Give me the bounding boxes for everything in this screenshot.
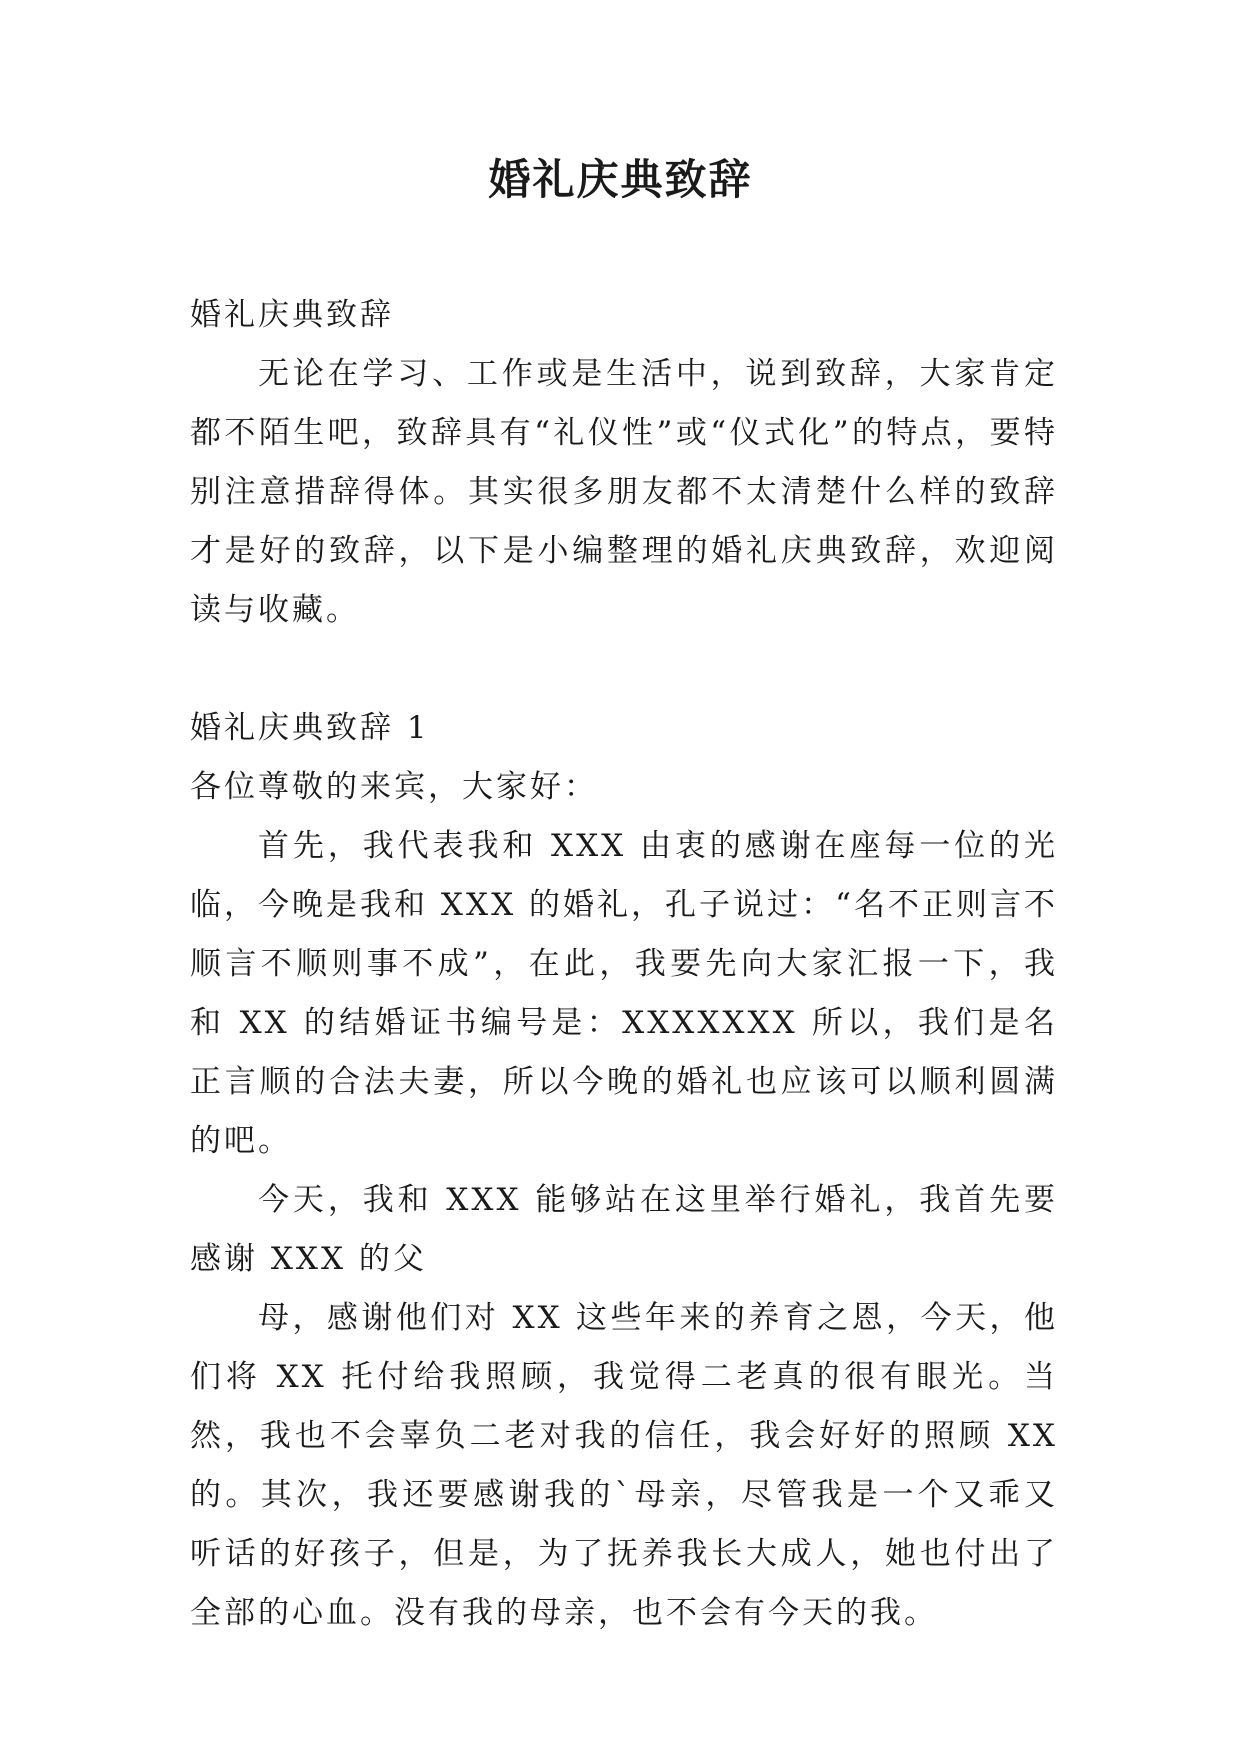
speech-paragraph: 首先，我代表我和 XXX 由衷的感谢在座每一位的光临，今晚是我和 XXX 的婚礼，孔子说过：“名不正则言不顺言不顺则事不成”，在此，我要先向大家汇报一下，我和 XX 的结婚证书编号是：XXXXXXX 所以，我们是名正言顺的合法夫妻，所以今晚的婚礼也应该可以顺利圆满的吧。 bbox=[190, 828, 1058, 1159]
subtitle-paragraph: 婚礼庆典致辞 bbox=[190, 297, 394, 333]
greeting-paragraph: 各位尊敬的来宾，大家好： bbox=[190, 769, 598, 805]
speech-paragraph: 母，感谢他们对 XX 这些年来的养育之恩，今天，他们将 XX 托付给我照顾，我觉得二老真的很有眼光。当然，我也不会辜负二老对我的信任，我会好好的照顾 XX 的。其次，我还要感谢我的`母亲，尽管我是一个又乖又听话的好孩子，但是，为了抚养我长大成人，她也付出了全部的心血。没有我的母亲，也不会有今天的我。 bbox=[190, 1300, 1058, 1631]
intro-paragraph: 无论在学习、工作或是生活中，说到致辞，大家肯定都不陌生吧，致辞具有“礼仪性”或“仪式化”的特点，要特别注意措辞得体。其实很多朋友都不太清楚什么样的致辞才是好的致辞，以下是小编整理的婚礼庆典致辞，欢迎阅读与收藏。 bbox=[190, 356, 1058, 628]
document-title: 婚礼庆典致辞 bbox=[488, 155, 753, 204]
document-body bbox=[190, 286, 1058, 1643]
speech-paragraph: 今天，我和 XXX 能够站在这里举行婚礼，我首先要感谢 XXX 的父 bbox=[190, 1182, 1058, 1277]
section-heading: 婚礼庆典致辞 1 bbox=[190, 710, 430, 746]
section-spacer bbox=[190, 640, 1058, 699]
